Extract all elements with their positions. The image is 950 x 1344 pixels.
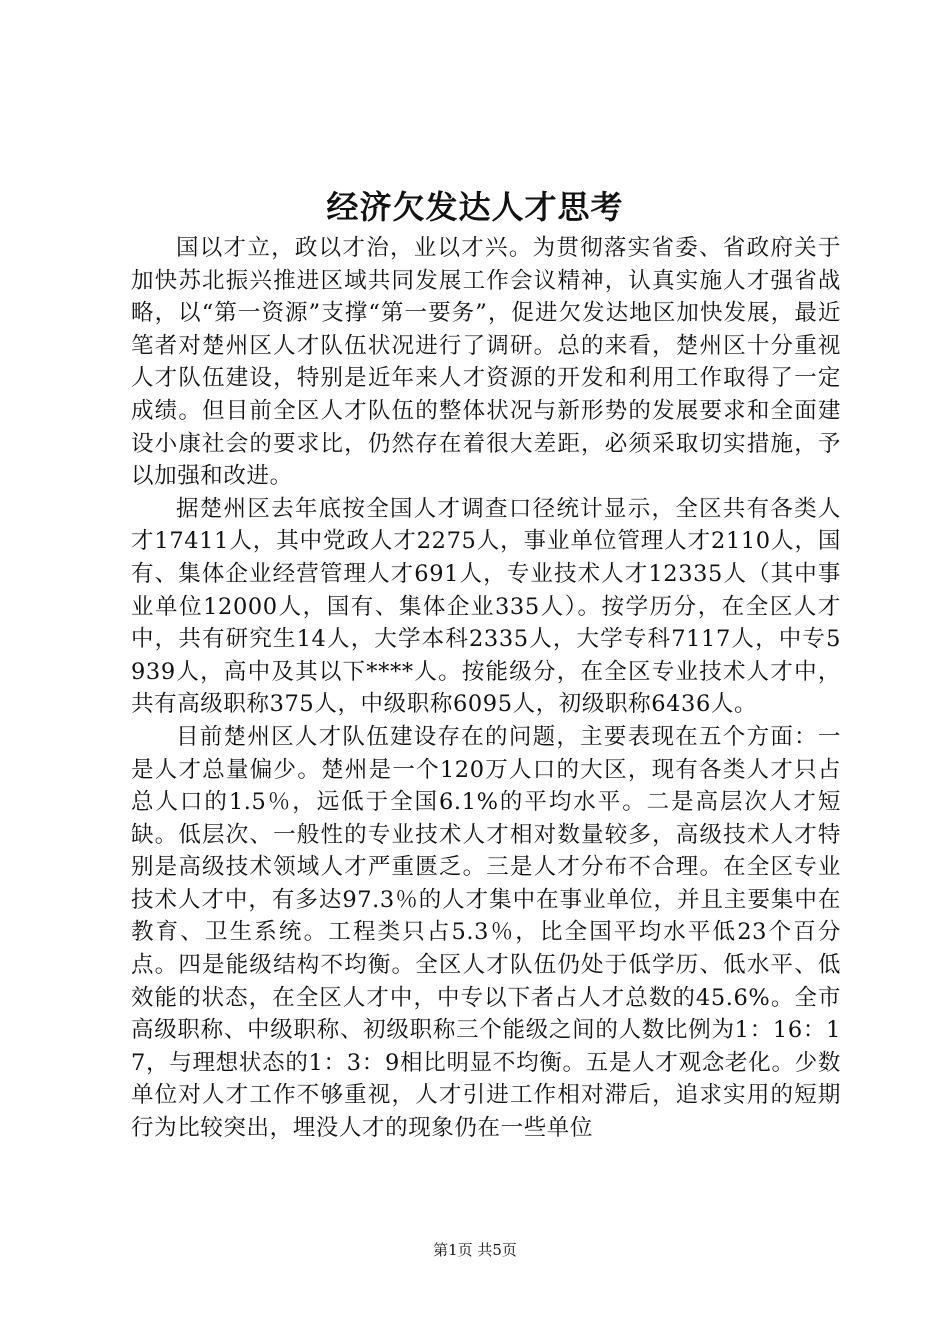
paragraph-statistics: 据楚州区去年底按全国人才调查口径统计显示，全区共有各类人才17411人，其中党政人才2275人，事业单位管理人才2110人，国有、集体企业经营管理人才691人，专业技术人才12335人（其中事业单位12000人，国有、集体企业335人）。按学历分，在全区人才中，共有研究生14人，大学本科2335人，大学专科7117人，中专5939人，高中及其以下****人。按能级分，在全区专业技术人才中，共有高级职称375人，中级职称6095人，初级职称6436人。: [131, 495, 841, 718]
page-number-footer: 第1页 共5页: [433, 1241, 517, 1259]
paragraph-intro: 国以才立，政以才治，业以才兴。为贯彻落实省委、省政府关于加快苏北振兴推进区域共同发展工作会议精神，认真实施人才强省战略，以“第一资源”支撑“第一要务”，促进欠发达地区加快发展，最近笔者对楚州区人才队伍状况进行了调研。总的来看，楚州区十分重视人才队伍建设，特别是近年来人才资源的开发和利用工作取得了一定成绩。但目前全区人才队伍的整体状况与新形势的发展要求和全面建设小康社会的要求比，仍然存在着很大差距，必须采取切实措施，予以加强和改进。: [131, 235, 841, 490]
paragraph-problems: 目前楚州区人才队伍建设存在的问题，主要表现在五个方面：一是人才总量偏少。楚州是一个120万人口的大区，现有各类人才只占总人口的1.5％，远低于全国6.1%的平均水平。二是高层次人才短缺。低层次、一般性的专业技术人才相对数量较多，高级技术人才特别是高级技术领域人才严重匮乏。三是人才分布不合理。在全区专业技术人才中，有多达97.3％的人才集中在事业单位，并且主要集中在教育、卫生系统。工程类只占5.3％，比全国平均水平低23个百分点。四是能级结构不均衡。全区人才队伍仍处于低学历、低水平、低效能的状态，在全区人才中，中专以下者占人才总数的45.6%。全市高级职称、中级职称、初级职称三个能级之间的人数比例为1：16：17，与理想状态的1：3：9相比明显不均衡。五是人才观念老化。少数单位对人才工作不够重视，人才引进工作相对滞后，追求实用的短期行为比较突出，埋没人才的现象仍在一些单位: [131, 723, 841, 1142]
document-title: 经济欠发达人才思考: [326, 188, 624, 226]
document-body: [131, 232, 841, 1145]
